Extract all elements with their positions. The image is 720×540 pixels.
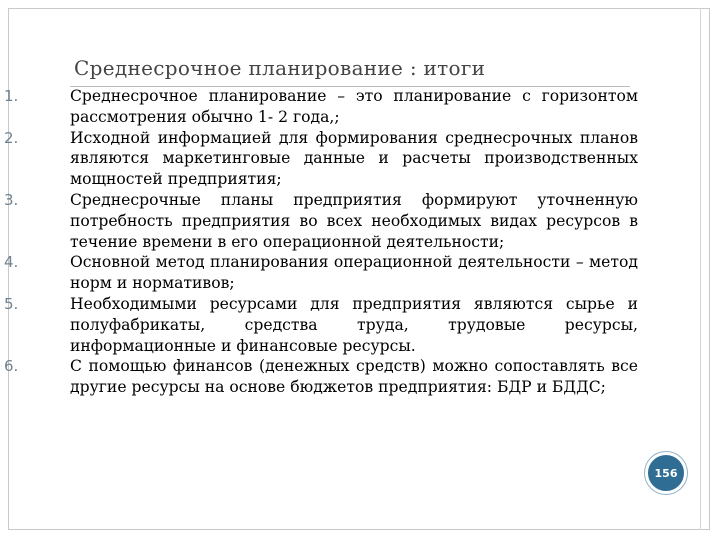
list-number: 5. [4, 294, 19, 313]
frame-divider [700, 8, 701, 530]
list-item [4, 252, 638, 294]
list-item [4, 190, 638, 252]
list-number: 4. [4, 253, 19, 272]
page-number-badge: 156 [645, 452, 687, 494]
list-number: 1. [4, 87, 19, 105]
list-item-text: Основной метод планирования операционной деятельности – метод норм и нормативов; [70, 253, 638, 293]
list-item-text: Исходной информацией для формирования среднесрочных планов являются маркетинговые данные и расчеты производственных мощностей предприятия; [70, 128, 638, 189]
list-item-text: Необходимыми ресурсами для предприятия являются сырье и полуфабрикаты, средства труда, трудовые ресурсы, информационные и финансовые ресурсы. [70, 294, 638, 355]
list-item [4, 294, 638, 356]
list-number: 6. [4, 357, 19, 376]
list-item-text: Среднесрочное планирование – это планирование с горизонтом рассмотрения обычно 1- 2 года,; [70, 87, 638, 126]
list-item-text: С помощью финансов (денежных средств) можно сопоставлять все другие ресурсы на основе бюджетов предприятия: БДР и БДДС; [70, 357, 638, 397]
numbered-list [0, 86, 640, 398]
list-item-text: Среднесрочные планы предприятия формируют уточненную потребность предприятия во всех необходимых видах ресурсов в течение времени в его операционной деятельности; [70, 190, 638, 251]
list-item [4, 86, 638, 128]
slide-title: Среднесрочное планирование : итоги [74, 56, 486, 80]
list-number: 2. [4, 128, 19, 147]
list-item [4, 356, 638, 398]
list-number: 3. [4, 190, 19, 209]
list-item [4, 128, 638, 190]
